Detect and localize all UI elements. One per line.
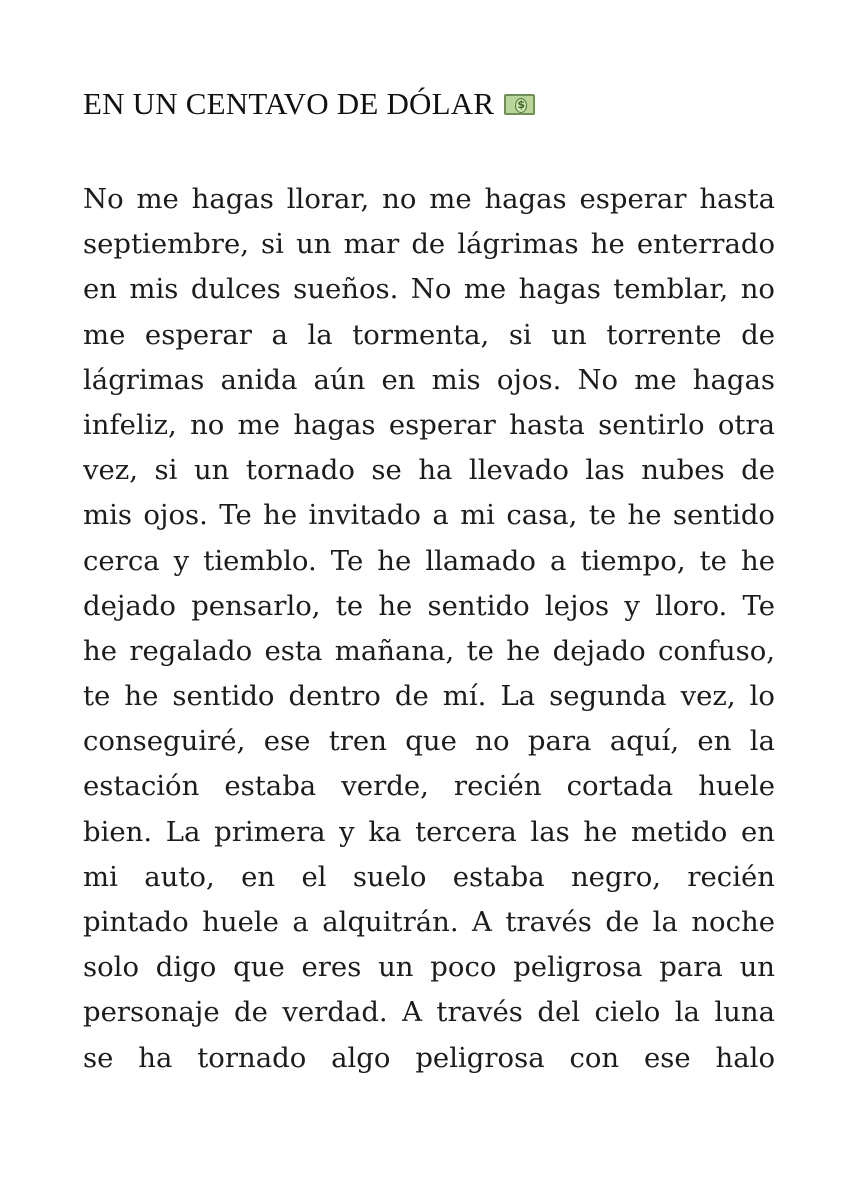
text-line: te he sentido dentro de mí. La segunda vez, lo xyxy=(83,680,775,713)
text-line: mis ojos. Te he invitado a mi casa, te he sentido xyxy=(83,499,775,532)
text-line: solo digo que eres un poco peligrosa para un xyxy=(83,951,775,984)
text-line: estación estaba verde, recién cortada huele xyxy=(83,770,775,803)
text-line: lágrimas anida aún en mis ojos. No me hagas xyxy=(83,363,775,396)
text-line: mi auto, en el suelo estaba negro, recién xyxy=(83,860,775,893)
text-line: dejado pensarlo, te he sentido lejos y lloro. Te xyxy=(83,589,775,622)
page-title: EN UN CENTAVO DE DÓLAR xyxy=(83,86,495,121)
text-line: me esperar a la tormenta, si un torrente de xyxy=(83,318,775,351)
text-line: bien. La primera y ka tercera las he metido en xyxy=(83,815,775,848)
text-line: infeliz, no me hagas esperar hasta sentirlo otra xyxy=(83,408,775,441)
text-line: he regalado esta mañana, te he dejado confuso, xyxy=(83,634,775,667)
text-line: vez, si un tornado se ha llevado las nubes de xyxy=(83,454,775,487)
text-line: septiembre, si un mar de lágrimas he enterrado xyxy=(83,228,775,261)
text-line: cerca y tiemblo. Te he llamado a tiempo, te he xyxy=(83,544,775,577)
text-line: personaje de verdad. A través del cielo la luna xyxy=(83,996,775,1029)
title-row xyxy=(83,84,535,124)
text-line: conseguiré, ese tren que no para aquí, en la xyxy=(83,725,775,758)
text-line: en mis dulces sueños. No me hagas temblar, no xyxy=(83,273,775,306)
dollar-banknote-icon xyxy=(504,94,535,115)
text-line: pintado huele a alquitrán. A través de la noche xyxy=(83,906,775,938)
text-line: No me hagas llorar, no me hagas esperar hasta xyxy=(83,183,775,215)
body-paragraph xyxy=(83,177,775,1177)
text-line: se ha tornado algo peligrosa con ese halo xyxy=(83,1041,775,1074)
